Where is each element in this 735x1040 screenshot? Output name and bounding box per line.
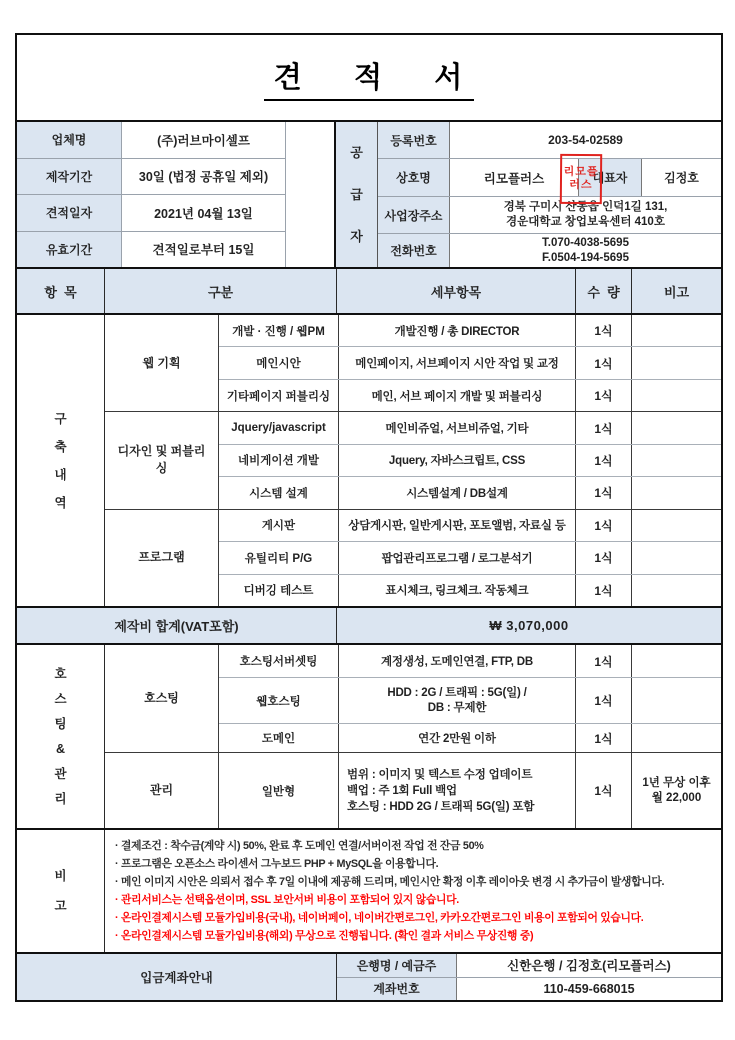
header-category: 구분 [104,269,336,313]
row-qty: 1식 [575,575,631,606]
notes-content [104,830,721,952]
row-detail: 팝업관리프로그램 / 로그분석기 [338,542,575,573]
row-detail: 표시체크, 링크체크. 작동체크 [338,575,575,606]
row-detail: 메인, 서브 페이지 개발 및 퍼블리싱 [338,380,575,411]
bank-row-holder [337,954,721,977]
row-detail: Jquery, 자바스크립트, CSS [338,445,575,476]
ceo-value: 김정호 [664,171,699,185]
table-row [219,412,721,443]
total-row [17,606,721,643]
hosting-vertical-label: 호스팅&관리 [54,666,67,806]
row-detail: 시스템설계 / DB설계 [338,477,575,508]
group-web-planning-label: 웹 기획 [142,355,181,370]
header-detail: 세부항목 [336,269,575,313]
row-detail [338,753,575,828]
row-note [631,542,721,573]
build-groups [104,315,721,606]
total-label: 제작비 합계(VAT포함) [114,619,239,634]
address-line1: 경북 구미시 산동읍 인덕1길 131, [503,201,668,213]
table-row [219,476,721,508]
notes-section [17,828,721,952]
row-qty: 1식 [575,753,631,828]
row-note [631,575,721,606]
client-validity-label: 유효기간 [17,232,121,268]
row-note [631,477,721,508]
row-qty: 1식 [575,412,631,443]
info-section [17,120,721,267]
business-name-value: 리모플러스 리모플 러스 [450,159,578,196]
row-note [631,445,721,476]
row-detail: 개발진행 / 총 DIRECTOR [338,315,575,346]
row-qty: 1식 [575,645,631,677]
group-web-planning [105,315,721,411]
group-design-publishing-label: 디자인 및 퍼블리싱 [117,444,206,476]
hosting-item-column [17,645,104,828]
header-note: 비고 [631,269,721,313]
bank-holder-label: 은행명 / 예금주 [337,954,456,977]
bank-rows [336,954,721,1000]
bank-section-label: 입금계좌안내 [17,954,336,1000]
row-sub: 웹호스팅 [256,695,301,708]
client-row-validity [17,231,285,268]
row-sub: 개발 · 진행 / 웹PM [232,325,325,338]
row-note [631,724,721,752]
row-sub: 네비게이션 개발 [238,455,319,468]
table-row [219,444,721,476]
client-period-value: 30일 (법정 공휴일 제외) [121,159,285,195]
notes-item-column [17,830,104,952]
row-sub: 호스팅서버셋팅 [239,656,318,668]
client-company-value: (주)러브마이셀프 [121,122,285,158]
management-note-line2: 월 22,000 [651,791,702,804]
row-detail: 메인비쥬얼, 서브비쥬얼, 기타 [338,412,575,443]
table-row [219,510,721,541]
group-hosting [105,645,721,752]
group-program-label: 프로그램 [138,550,185,565]
group-management-label: 관리 [149,783,174,797]
client-company-label: 업체명 [17,122,121,158]
row-qty: 1식 [575,380,631,411]
row-qty: 1식 [575,678,631,723]
management-note-line1: 1년 무상 이후 [642,776,711,789]
header-item: 항 목 [44,284,77,300]
row-detail: 계정생성, 도메인연결, FTP, DB [338,645,575,677]
note-line: · 결제조건 : 착수금(계약 시) 50%, 완료 후 도메인 연결/서버이전 작업 전 잔금 50% [115,840,484,852]
table-row [219,723,721,752]
notes-vertical-label: 비고 [54,869,67,913]
client-info-table [17,122,285,267]
row-qty: 1식 [575,315,631,346]
ceo-label: 대표자 [578,159,642,196]
build-item-column [17,315,104,606]
client-row-date [17,194,285,231]
supplier-row-registration [378,122,721,158]
bank-holder-value: 신한은행 / 김정호(리모플러스) [456,954,721,977]
registration-number-label: 등록번호 [378,122,450,158]
company-stamp-line2: 러스 [569,178,593,192]
note-line-warning: · 관리서비스는 선택옵션이며, SSL 보안서버 비용이 포함되어 있지 않습니다. [115,894,459,906]
table-row [219,541,721,573]
hosting-section [17,643,721,828]
title-section [17,35,721,120]
row-note [631,678,721,723]
row-sub: 일반형 [261,785,296,798]
account-number-value: 110-459-668015 [456,978,721,1001]
phone-label: 전화번호 [378,234,450,267]
total-value: ₩ 3,070,000 [336,608,721,643]
group-hosting-label: 호스팅 [144,691,179,705]
bank-section [17,952,721,1000]
row-qty: 1식 [575,724,631,752]
webhosting-detail-line2: DB : 무제한 [427,701,487,714]
group-program [105,509,721,606]
build-vertical-label: 구축내역 [54,411,67,510]
note-line-warning: · 온라인결제시스템 모듈가입비용(해외) 무상으로 진행됩니다. (확인 결과 서비스 무상진행 중) [115,930,534,942]
build-section [17,313,721,606]
document-frame [15,33,723,1002]
phone-line2: F.0504-194-5695 [542,251,629,264]
row-qty: 1식 [575,445,631,476]
table-row [219,645,721,677]
phone-value [450,234,721,267]
group-management [105,752,721,828]
client-validity-value: 견적일로부터 15일 [121,232,285,268]
row-qty: 1식 [575,347,631,378]
account-number-label: 계좌번호 [337,978,456,1001]
management-detail-line3: 호스팅 : HDD 2G / 트래픽 5G(일) 포함 [347,800,535,813]
management-detail-line1: 범위 : 이미지 및 텍스트 수정 업데이트 [347,768,533,781]
row-sub: Jquery/javascript [231,422,326,435]
row-note [631,347,721,378]
client-date-label: 견적일자 [17,195,121,231]
client-period-label: 제작기간 [17,159,121,195]
supplier-info-table [378,122,721,267]
webhosting-detail-line1: HDD : 2G / 트래픽 : 5G(일) / [387,686,527,699]
supplier-row-phone [378,233,721,267]
management-detail-line2: 백업 : 주 1회 Full 백업 [347,784,457,797]
client-date-value: 2021년 04월 13일 [121,195,285,231]
address-label: 사업장주소 [378,197,450,233]
table-row [219,753,721,828]
bank-row-account [337,977,721,1001]
row-detail: 상담게시판, 일반게시판, 포토앨범, 자료실 등 [338,510,575,541]
group-design-publishing [105,411,721,508]
registration-number-value: 203-54-02589 [548,133,623,147]
row-note [631,315,721,346]
row-sub: 시스템 설계 [249,487,308,500]
supplier-row-name [378,158,721,196]
hosting-groups [104,645,721,828]
row-detail: 메인페이지, 서브페이지 시안 작업 및 교정 [338,347,575,378]
note-line: · 프로그램은 오픈소스 라이센서 그누보드 PHP + MySQL을 이용합니다. [115,858,439,870]
company-stamp-line1: 리모플 [563,165,599,179]
row-note [631,380,721,411]
row-detail: 연간 2만원 이하 [338,724,575,752]
row-qty: 1식 [575,542,631,573]
table-row [219,346,721,378]
company-stamp [560,154,602,204]
row-sub: 디버깅 테스트 [243,585,314,598]
table-header-row [17,267,721,313]
table-row [219,379,721,411]
row-note [631,510,721,541]
info-gap-column [285,122,334,267]
address-line2: 경운대학교 창업보육센터 410호 [506,216,665,228]
row-qty: 1식 [575,510,631,541]
phone-line1: T.070-4038-5695 [542,236,629,249]
row-note [631,412,721,443]
row-sub: 유틸리티 P/G [244,552,313,565]
note-line: · 메인 이미지 시안은 의뢰서 접수 후 7일 이내에 제공해 드리며, 메인시안 확정 이후 레이아웃 변경 시 추가금이 발생합니다. [115,876,665,888]
supplier-row-address [378,196,721,233]
supplier-vertical-header [334,122,378,267]
row-note [631,753,721,828]
row-detail [338,678,575,723]
document-title: 견 적 서 [264,55,475,101]
row-sub: 메인시안 [256,358,301,371]
row-sub: 게시판 [261,520,296,533]
row-sub: 기타페이지 퍼블리싱 [226,390,331,403]
supplier-vertical-label: 공급자 [350,144,363,244]
business-name-label: 상호명 [378,159,450,196]
table-row [219,315,721,346]
header-qty: 수 량 [575,269,631,313]
note-line-warning: · 온라인결제시스템 모듈가입비용(국내), 네이버페이, 네이버간편로그인, 카카오간편로그인 비용이 포함되어 있습니다. [115,912,644,924]
row-note [631,645,721,677]
table-row [219,574,721,606]
client-row-period [17,158,285,195]
client-row-company [17,122,285,158]
row-sub: 도메인 [261,733,296,745]
table-row [219,677,721,723]
row-qty: 1식 [575,477,631,508]
